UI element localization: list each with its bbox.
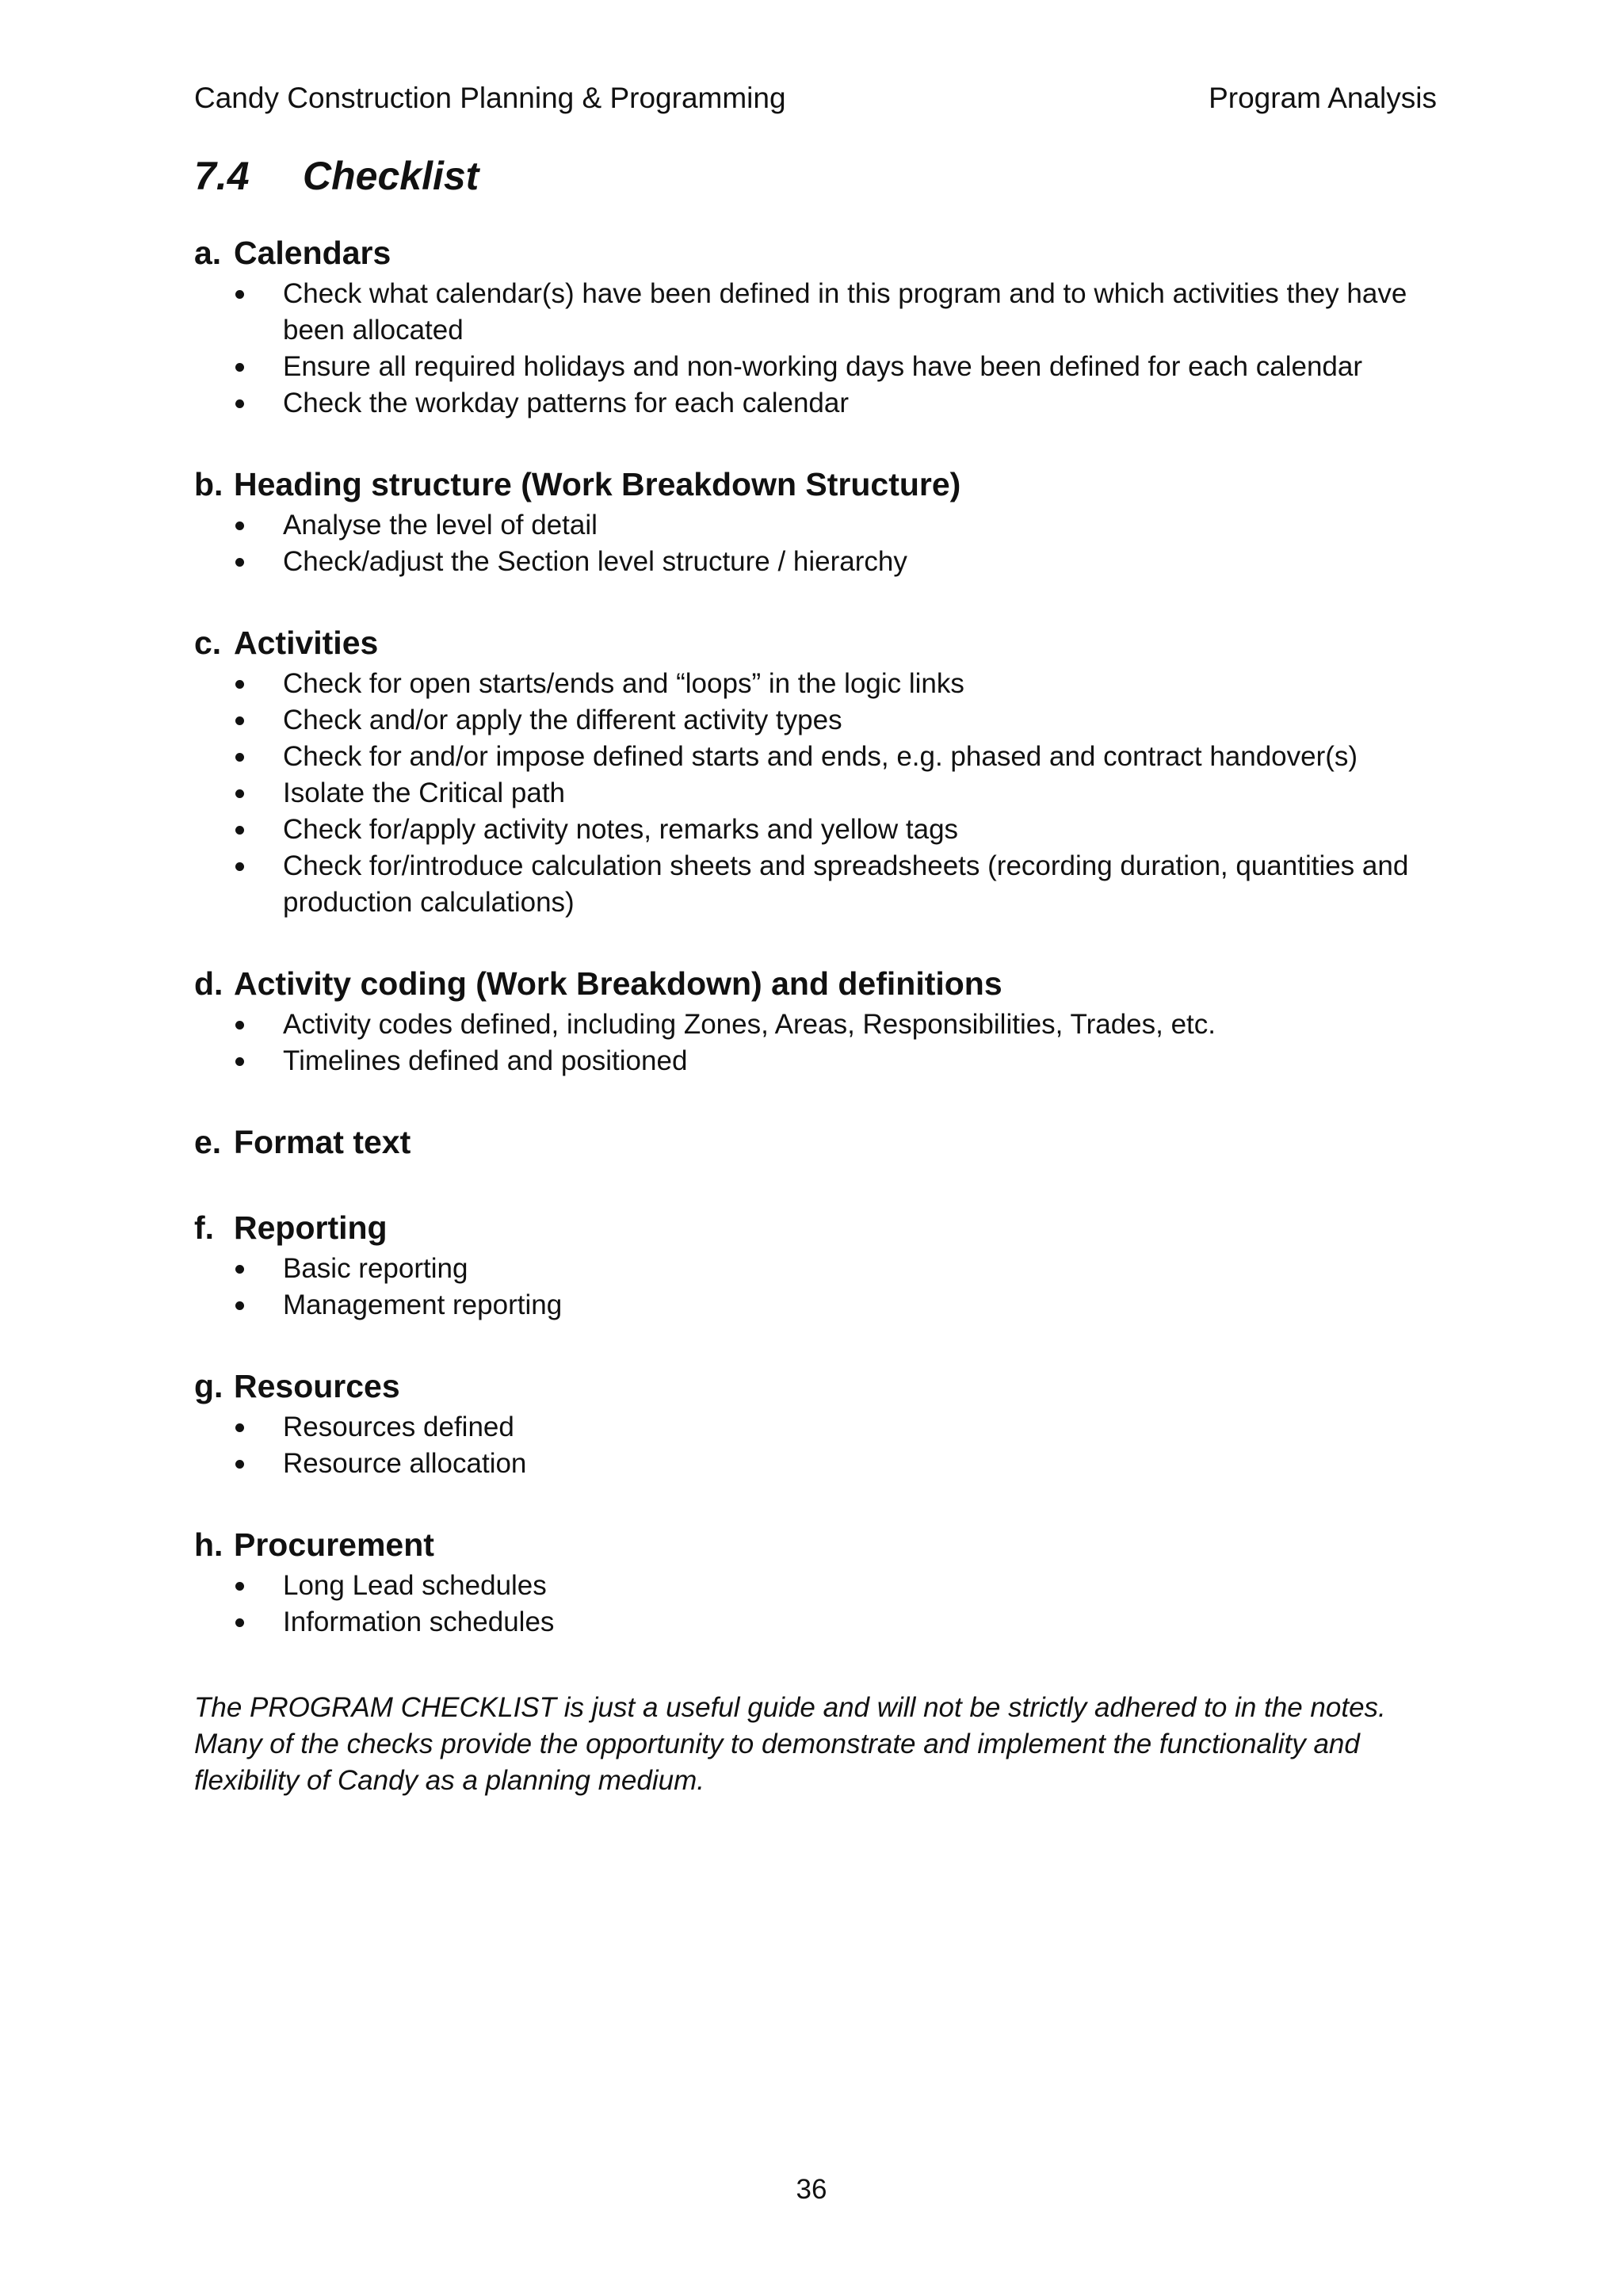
section-title: Format text — [234, 1124, 411, 1160]
chapter-heading — [194, 151, 479, 201]
list-item: Check for/introduce calculation sheets and spreadsheets (recording duration, quantities and production calculations) — [194, 848, 1438, 921]
bullet-list — [194, 1568, 1438, 1641]
checklist-section — [194, 1522, 1438, 1641]
checklist-section — [194, 1119, 1438, 1165]
list-item: Resources defined — [194, 1409, 1438, 1446]
page-number: 36 — [796, 2174, 827, 2205]
section-heading — [194, 1205, 1438, 1251]
checklist-section — [194, 1205, 1438, 1324]
section-letter: c. — [194, 625, 222, 661]
section-heading — [194, 1363, 1438, 1409]
section-letter: d. — [194, 965, 223, 1002]
list-item: Resource allocation — [194, 1446, 1438, 1482]
section-heading — [194, 230, 1438, 276]
section-title: Heading structure (Work Breakdown Structure) — [234, 466, 961, 502]
section-title: Calendars — [234, 235, 391, 271]
section-heading — [194, 1522, 1438, 1568]
list-item: Analyse the level of detail — [194, 507, 1438, 544]
running-header-section: Program Analysis — [1209, 82, 1437, 114]
section-heading — [194, 620, 1438, 666]
section-heading — [194, 1119, 1438, 1165]
list-item: Check what calendar(s) have been defined in this program and to which activities they have been allocated — [194, 276, 1438, 349]
list-item: Isolate the Critical path — [194, 775, 1438, 812]
section-heading — [194, 961, 1438, 1007]
list-item: Management reporting — [194, 1287, 1438, 1324]
list-item: Check for open starts/ends and “loops” in the logic links — [194, 666, 1438, 702]
checklist-section — [194, 961, 1438, 1079]
running-header-title: Candy Construction Planning & Programming — [194, 82, 786, 114]
checklist-section — [194, 1363, 1438, 1482]
bullet-list — [194, 666, 1438, 921]
bullet-list — [194, 1251, 1438, 1324]
section-title: Procurement — [234, 1526, 434, 1563]
list-item: Basic reporting — [194, 1251, 1438, 1287]
bullet-list — [194, 1409, 1438, 1482]
section-title: Activities — [234, 625, 379, 661]
section-heading — [194, 461, 1438, 507]
list-item: Timelines defined and positioned — [194, 1043, 1438, 1079]
checklist-section — [194, 620, 1438, 921]
section-title: Resources — [234, 1368, 400, 1404]
bullet-list — [194, 276, 1438, 422]
section-title: Reporting — [234, 1209, 388, 1246]
list-item: Check/adjust the Section level structure / hierarchy — [194, 544, 1438, 580]
section-letter: f. — [194, 1209, 215, 1246]
list-item: Check for and/or impose defined starts and ends, e.g. phased and contract handover(s) — [194, 739, 1438, 775]
list-item: Ensure all required holidays and non-working days have been defined for each calendar — [194, 349, 1438, 385]
bullet-list — [194, 1007, 1438, 1079]
chapter-number: 7.4 — [194, 154, 250, 198]
list-item: Check the workday patterns for each calendar — [194, 385, 1438, 422]
list-item: Long Lead schedules — [194, 1568, 1438, 1604]
section-letter: g. — [194, 1368, 223, 1404]
chapter-title: Checklist — [303, 154, 479, 198]
list-item: Information schedules — [194, 1604, 1438, 1641]
checklist-sections — [194, 230, 1438, 1641]
section-letter: e. — [194, 1124, 222, 1160]
list-item: Check for/apply activity notes, remarks and yellow tags — [194, 812, 1438, 848]
checklist-note: The PROGRAM CHECKLIST is just a useful guide and will not be strictly adhered to in the notes. Many of the checks provide the opportunity to demonstrate and implement the functionality and flexibility of Candy as a planning medium. — [194, 1692, 1386, 1796]
section-title: Activity coding (Work Breakdown) and definitions — [234, 965, 1002, 1002]
list-item: Check and/or apply the different activity types — [194, 702, 1438, 739]
section-letter: b. — [194, 466, 223, 502]
section-letter: h. — [194, 1526, 223, 1563]
section-letter: a. — [194, 235, 222, 271]
checklist-section — [194, 230, 1438, 422]
list-item: Activity codes defined, including Zones, Areas, Responsibilities, Trades, etc. — [194, 1007, 1438, 1043]
checklist-content — [194, 230, 1438, 1799]
checklist-section — [194, 461, 1438, 580]
bullet-list — [194, 507, 1438, 580]
